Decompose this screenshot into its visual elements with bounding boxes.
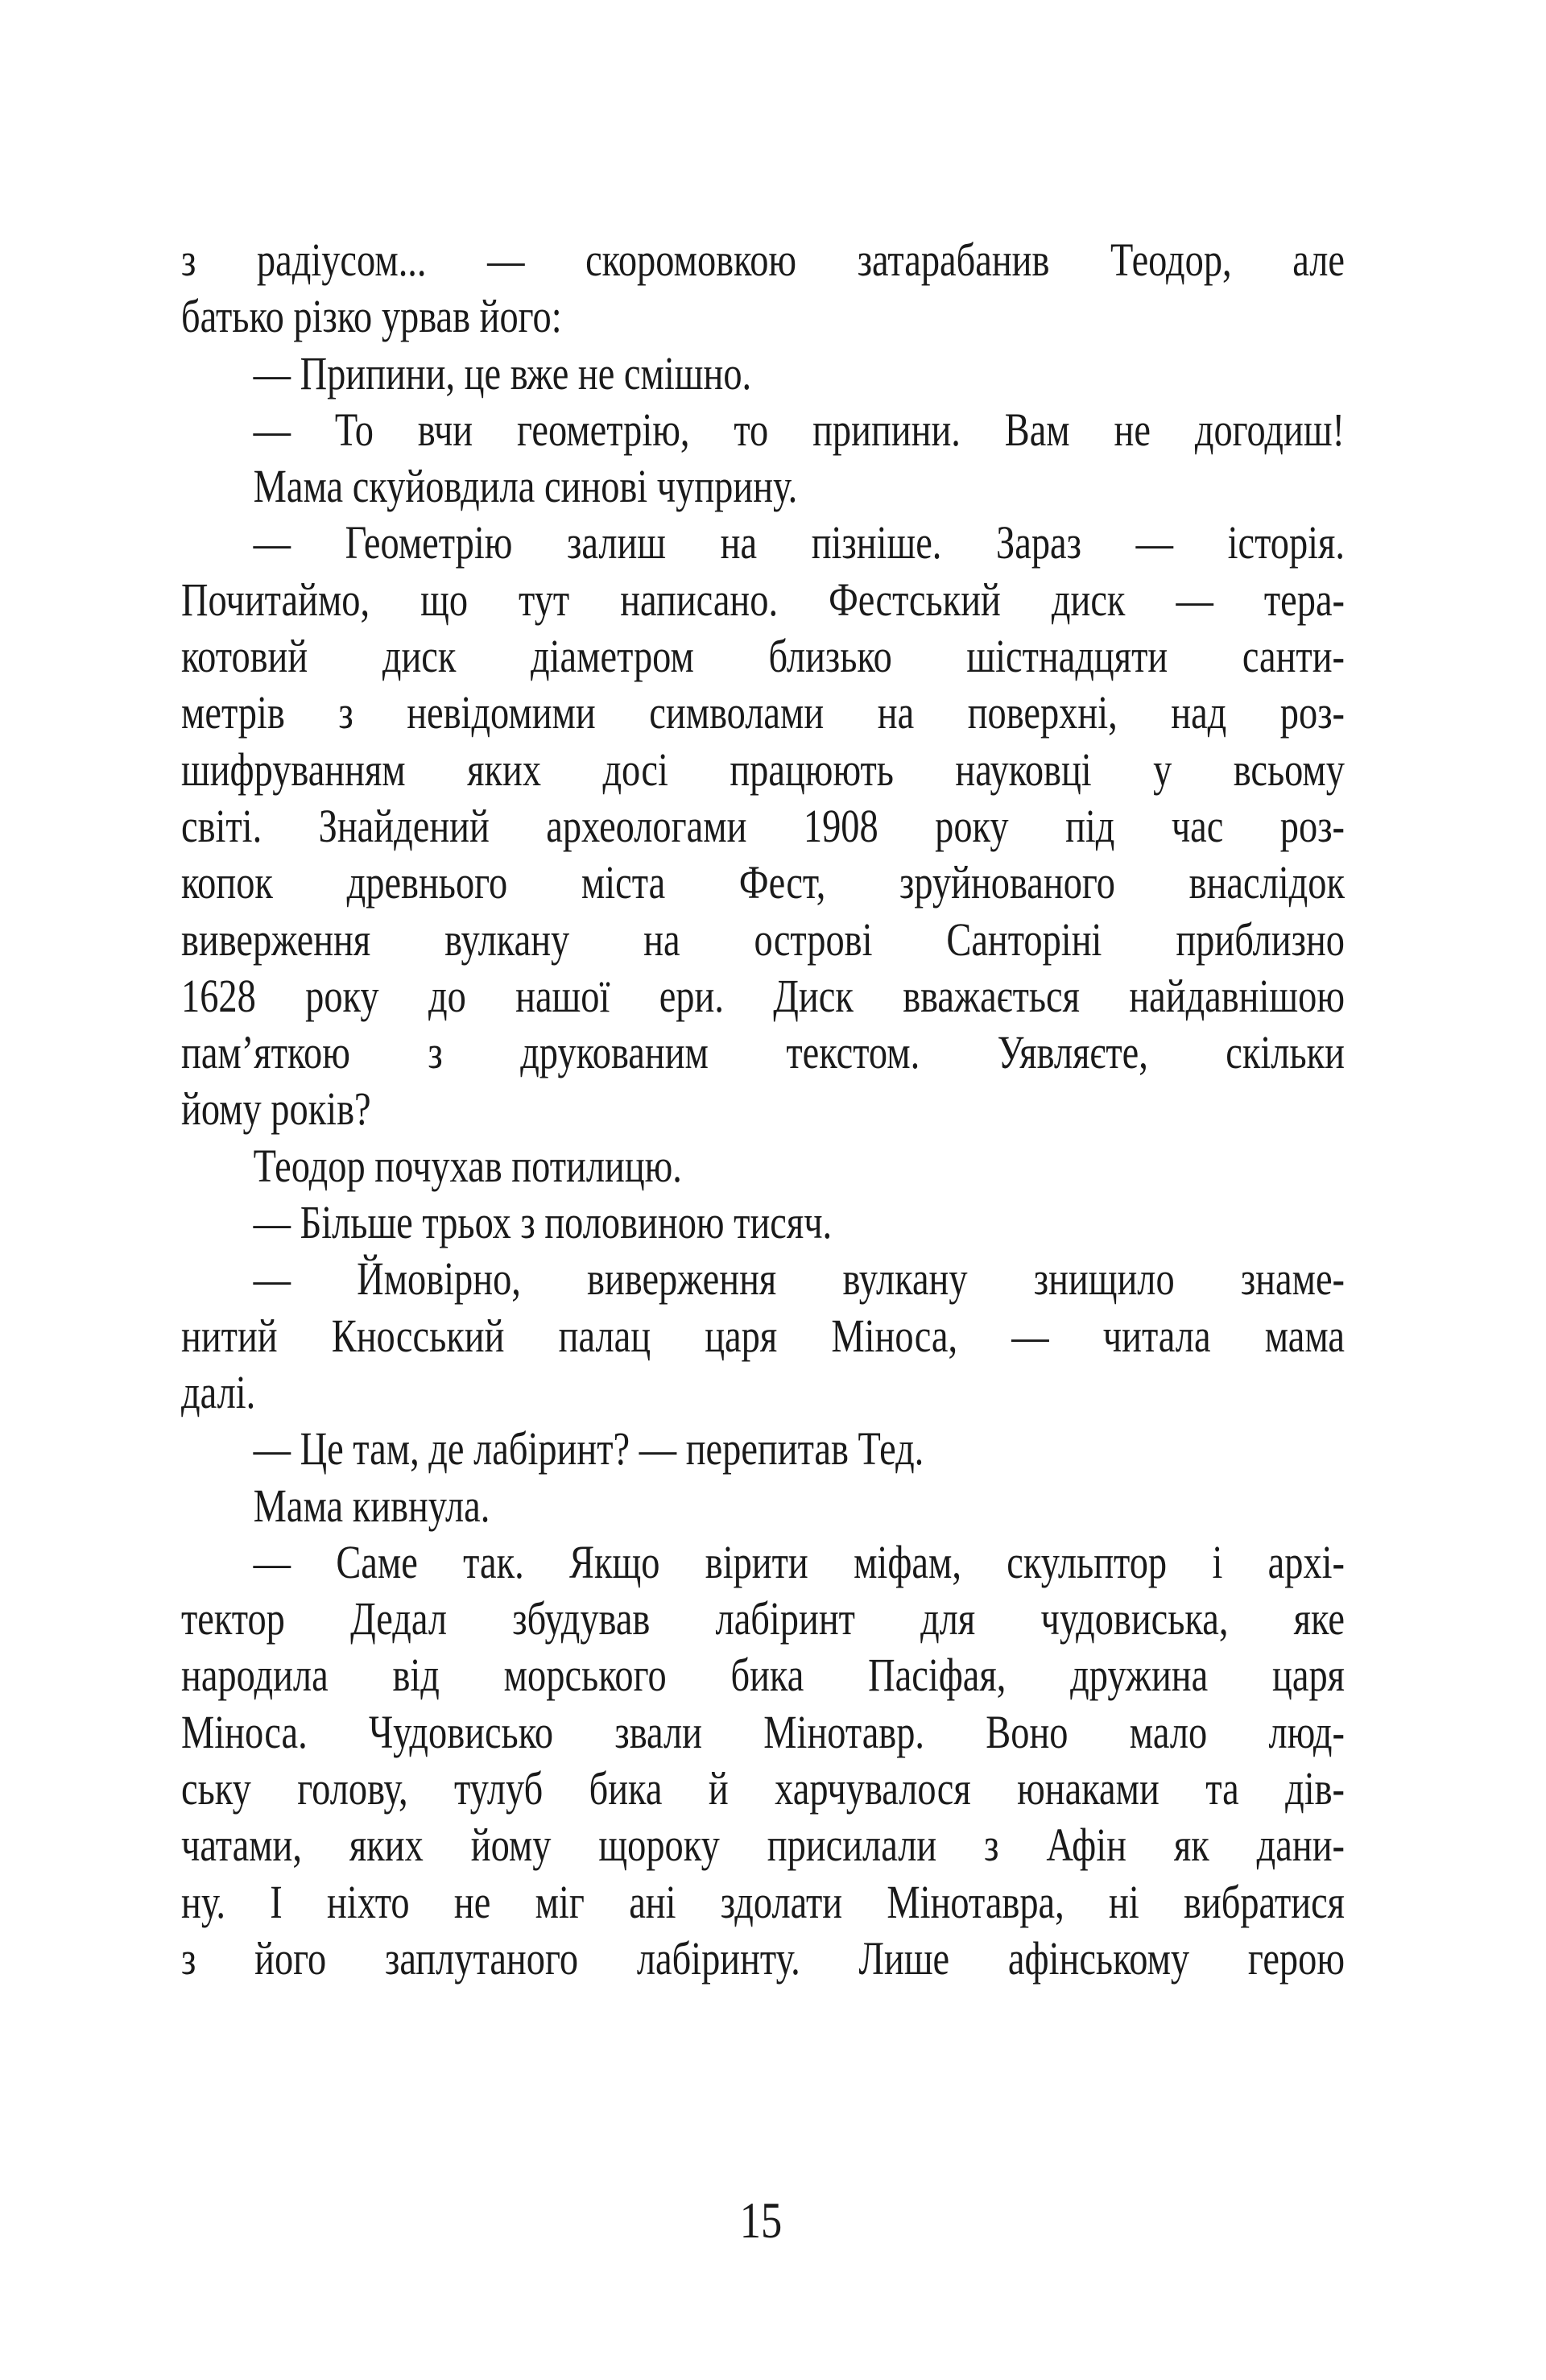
text-line: Мама кивнула. — [253, 1479, 490, 1532]
text-line: тектор Дедал збудував лабіринт для чудовиська, яке — [181, 1592, 1345, 1645]
text-line: котовий диск діаметром близько шістнадцяти санти- — [181, 630, 1345, 683]
text-line: — Геометрію залиш на пізніше. Зараз — історія. — [253, 516, 1346, 569]
text-line: з його заплутаного лабіринту. Лише афінському герою — [181, 1931, 1345, 1985]
text-line: шифруванням яких досі працюють науковці у всьому — [181, 743, 1345, 796]
body-text — [181, 232, 1345, 1987]
text-line: виверження вулкану на острові Санторіні приблизно — [181, 913, 1345, 966]
text-line: — Припини, це вже не смішно. — [253, 346, 752, 399]
text-line: — Ймовірно, виверження вулкану знищило знаме- — [253, 1252, 1346, 1306]
text-line: Мама скуйовдила синові чуприну. — [253, 460, 798, 513]
page-number: 15 — [739, 2192, 783, 2249]
text-line: — Більше трьох з половиною тисяч. — [253, 1196, 833, 1249]
text-line: з радіусом... — скоромовкою затарабанив Теодор, але — [181, 234, 1345, 286]
text-line: пам’яткою з друкованим текстом. Уявляєте, скільки — [181, 1026, 1345, 1079]
text-line: далі. — [181, 1365, 256, 1418]
text-line: чатами, яких йому щороку присилали з Афін як дани- — [181, 1819, 1345, 1872]
text-line: Міноса. Чудовисько звали Мінотавр. Воно мало люд- — [181, 1705, 1345, 1758]
text-line: йому років? — [181, 1082, 371, 1136]
text-line: метрів з невідомими символами на поверхні, над роз- — [181, 686, 1345, 739]
text-line: батько різко урвав його: — [181, 290, 562, 343]
text-line: — То вчи геометрію, то припини. Вам не догодиш! — [253, 403, 1346, 456]
text-line: світі. Знайдений археологами 1908 року під час роз- — [181, 799, 1345, 852]
text-line: Почитаймо, що тут написано. Фестський диск — тера- — [181, 573, 1345, 626]
text-line: народила від морського бика Пасіфая, дружина царя — [181, 1649, 1345, 1702]
text-line: Теодор почухав потилицю. — [253, 1139, 682, 1192]
text-line: 1628 року до нашої ери. Диск вважається найдавнішою — [181, 969, 1345, 1022]
text-line: нитий Кносський палац царя Міноса, — читала мама — [181, 1309, 1345, 1362]
text-line: — Саме так. Якщо вірити міфам, скульптор і архі- — [253, 1535, 1346, 1588]
text-line: ську голову, тулуб бика й харчувалося юнаками та дів- — [181, 1762, 1345, 1815]
text-line: копок древнього міста Фест, зруйнованого внаслідок — [181, 856, 1345, 909]
text-line: ну. І ніхто не міг ані здолати Мінотавра, ні вибратися — [181, 1875, 1345, 1928]
text-line: — Це там, де лабіринт? — перепитав Тед. — [253, 1422, 924, 1476]
